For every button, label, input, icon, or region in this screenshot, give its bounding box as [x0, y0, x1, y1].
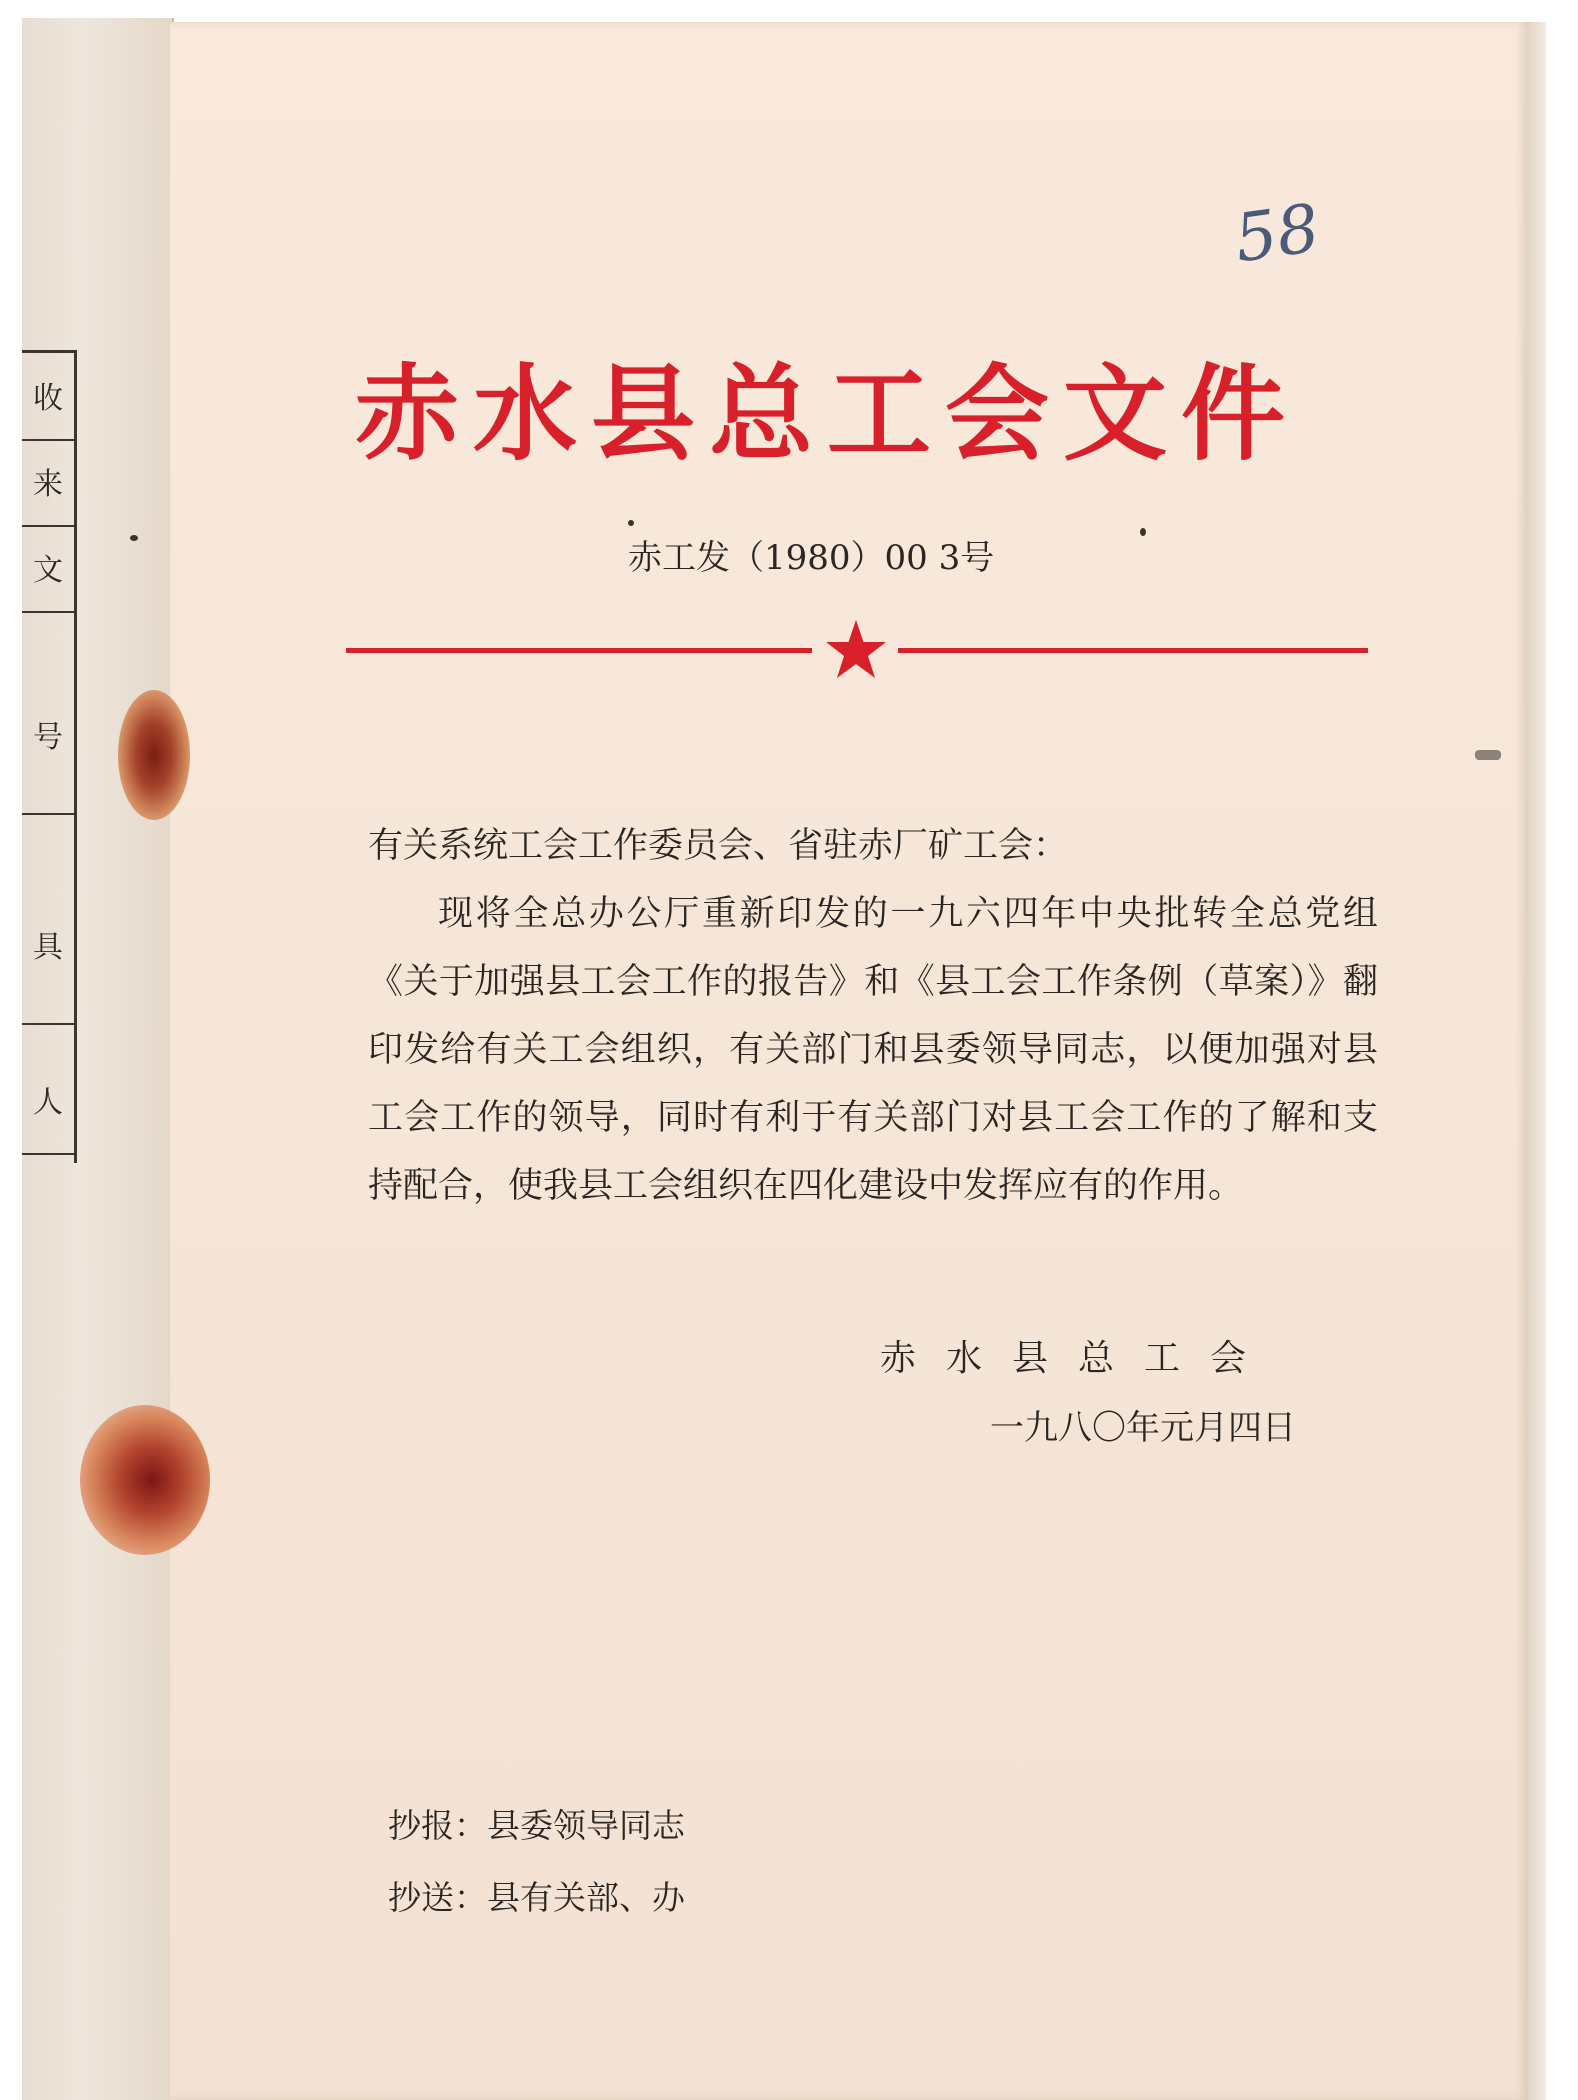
document-date: 一九八〇年元月四日 — [990, 1408, 1296, 1448]
body-paragraph: 现将全总办公厅重新印发的一九六四年中央批转全总党组《关于加强县工会工作的报告》和《县工会工作条例（草案）》翻印发给有关工会组织，有关部门和县委领导同志，以便加强对县工会工作的领导，同时有利于有关部门对县工会工作的了解和支持配合，使我县工会组织在四化建设中发挥应有的作用。 — [368, 894, 1378, 1206]
page-edge — [1528, 22, 1546, 2100]
ink-speck — [1475, 750, 1501, 760]
binding-cell: 人 — [22, 1053, 74, 1155]
masthead-rule-left — [346, 648, 812, 653]
addressee-line: 有关系统工会工作委员会、省驻赤厂矿工会： — [368, 826, 1069, 866]
handwritten-page-number: 58 — [1230, 189, 1324, 278]
binding-cell: 号 — [22, 663, 74, 815]
binding-stain — [80, 1405, 210, 1555]
binding-cell: 收 — [22, 373, 74, 441]
document-masthead: 赤水县总工会文件 — [355, 353, 1300, 475]
cc-report-line: 抄报：县委领导同志 — [388, 1806, 685, 1845]
binding-cell: 具 — [22, 873, 74, 1025]
binding-register-table — [22, 350, 77, 1163]
masthead-rule-right — [898, 648, 1368, 653]
binding-cell: 文 — [22, 545, 74, 613]
ink-speck — [130, 535, 138, 541]
document-body — [368, 812, 1378, 1220]
binding-cell: 来 — [22, 459, 74, 527]
issuer-signature: 赤水县总工会 — [880, 1338, 1277, 1379]
ink-speck — [628, 520, 634, 526]
ink-speck — [1140, 528, 1146, 536]
document-number: 赤工发（1980）00 3号 — [628, 538, 995, 578]
binding-stain — [118, 690, 190, 820]
cc-send-line: 抄送：县有关部、办 — [388, 1878, 685, 1917]
red-star-icon — [824, 618, 888, 682]
